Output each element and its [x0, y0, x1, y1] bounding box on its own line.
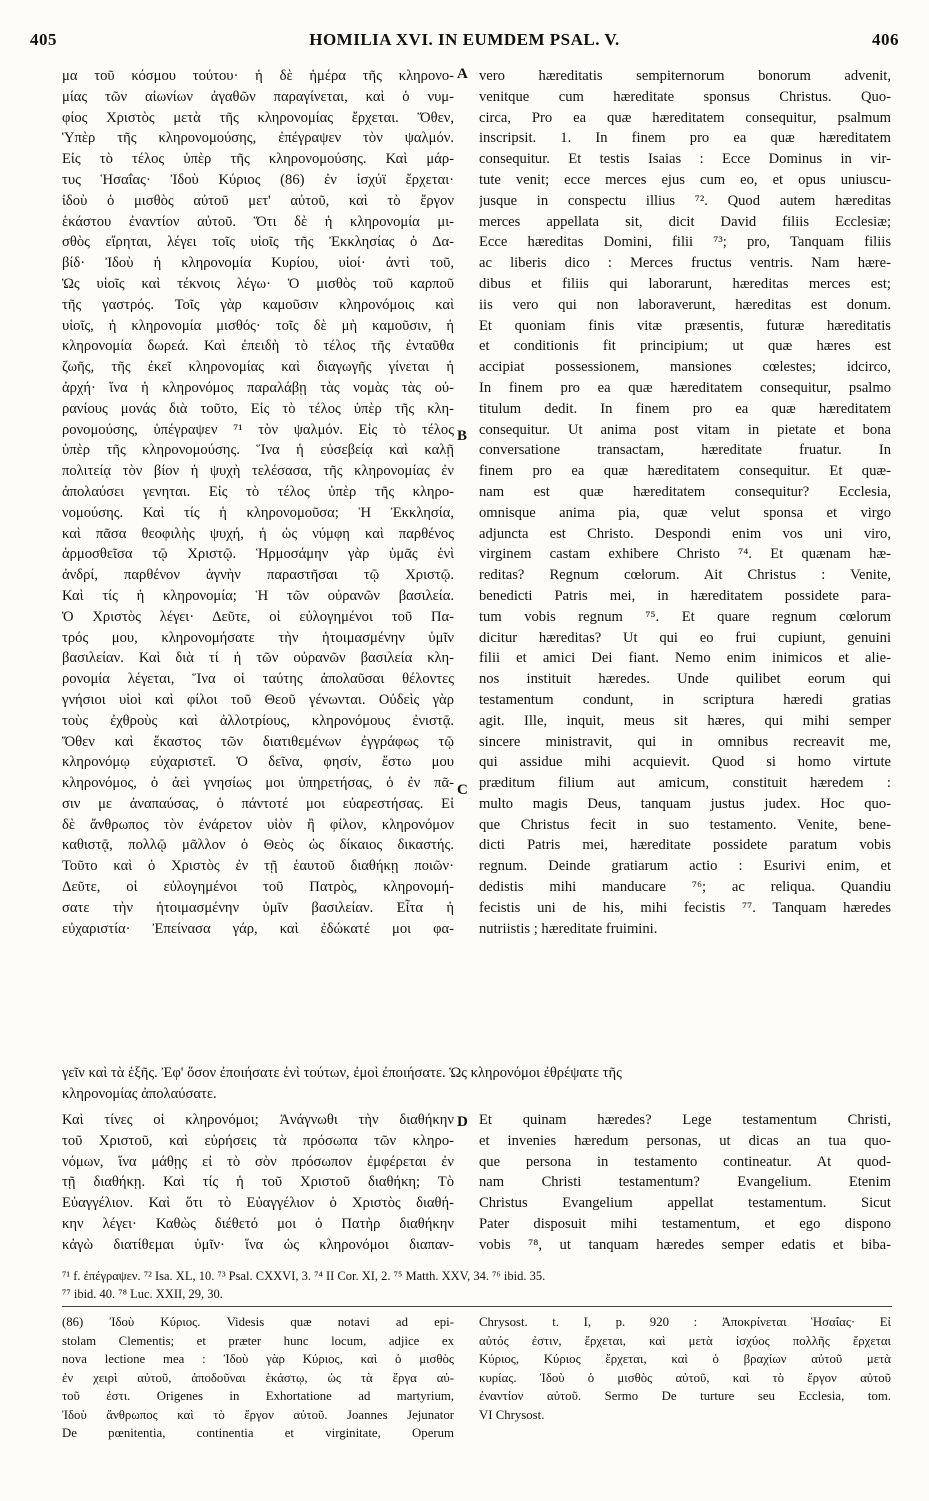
- text-line: τῆς γαστρός. Τοῖς γὰρ καμοῦσιν κληρονόμοις καὶ: [62, 296, 454, 313]
- text-line: ρονομούσης, ὑπέγραψεν ⁷¹ τὸν ψαλμόν. Εἰς τὸ τέλος: [62, 421, 454, 438]
- text-line: jusque in conspectu illius ⁷². Quod autem hæreditas: [479, 192, 891, 209]
- text-line: ⁷¹ f. ἐπέγραψεν. ⁷² Isa. XL, 10. ⁷³ Psal. CXXVI, 3. ⁷⁴ II Cor. XI, 2. ⁷⁵ Matth. XXV, 34. ⁷⁶ ibid. 35.: [62, 1269, 546, 1283]
- text-line: que Christus fecit in suo testamento. Venite, bene-: [479, 816, 891, 833]
- note-right-column: [479, 1313, 891, 1424]
- text-line: fecistis uni de his, mihi fecistis ⁷⁷. Tanquam hæredes: [479, 899, 891, 916]
- text-line: Ecce hæreditas Domini, filii ⁷³; pro, Tanquam filiis: [479, 234, 891, 251]
- text-line: Ὡς υἱοῖς καὶ τέκνοις λέγω· Ὁ μισθὸς τοῦ καρποῦ: [62, 275, 454, 292]
- text-line: τῇ διαθήκῃ. Καὶ τίς ἡ τοῦ Χριστοῦ διαθήκη; Τὸ: [62, 1174, 454, 1191]
- text-line: venitque cum hæreditate sponsus Christus. Quo-: [479, 88, 891, 105]
- text-line: γνήσιοι υἱοὶ καὶ φίλοι τοῦ Θεοῦ γένωνται. Οὐδεὶς γὰρ: [62, 691, 454, 708]
- text-line: κην λέγει· Καθὼς διέθετό μοι ὁ Πατὴρ διαθήκην: [62, 1215, 454, 1232]
- text-line: κληρονόμος, ὁ ἀεὶ γνησίως μοι ὑπηρετήσας, ὁ ἐν πᾶ-: [62, 775, 454, 792]
- text-line: omnisque anima pia, quæ velut sponsa et virgo: [479, 504, 891, 521]
- text-line: conversatione transactam, hæreditate fruatur. In: [479, 442, 891, 459]
- page-number-right: 406: [872, 30, 899, 49]
- greek-column-upper: [62, 66, 454, 939]
- text-line: ἁρμοσθεῖσα τῷ Χριστῷ. Ἡρμοσάμην γὰρ ὑμᾶς ἑνὶ: [62, 546, 454, 563]
- text-line: dicitur hæreditas? Ut qui eo frui cupiunt, genuini: [479, 629, 891, 646]
- text-line: ἀπολαύσει γενηται. Εἰς τὸ τέλος ὑπὲρ τῆς κληρο-: [62, 483, 454, 500]
- text-line: In finem pro ea quæ hæreditatem consequitur, psalmo: [479, 379, 891, 396]
- text-line: ὑπὲρ τῆς κληρονομούσης. Ἵνα ἡ εὐσεβείᾳ καὶ καλῇ: [62, 442, 454, 459]
- text-line: Καὶ τίνες οἱ κληρονόμοι; Ἀνάγνωθι τὴν διαθήκην: [62, 1112, 454, 1128]
- section-marker-b: B: [457, 428, 468, 444]
- text-line: ζωῆς, τῆς ἐκεῖ κληρονομίας καὶ διαγωγῆς γίνεται ἡ: [62, 359, 454, 376]
- text-line: circa, Pro ea quæ hæreditatem consequitur, psalmum: [479, 109, 891, 126]
- text-line: αὐτός ἐστιν, ἔρχεται, καὶ μετὰ ἰσχύος πολλῆς ἔρχεται: [479, 1333, 891, 1348]
- text-line: καθιστᾷ, πολλῷ μᾶλλον ὁ Θεὸς ὡς δίκαιος δικαστής.: [62, 837, 454, 854]
- text-line: titulum dedit. In finem pro ea quæ hæreditatem: [479, 400, 891, 417]
- text-line: Pater disposuit mihi testamentum, et ego dispono: [479, 1215, 891, 1232]
- text-line: virginem castam exhibere Christo ⁷⁴. Et quænam hæ-: [479, 546, 891, 563]
- text-line: καὶ πᾶσα θεοφιλὴς ψυχή, ἡ ὡς νύμφη καὶ παρθένος: [62, 525, 454, 542]
- text-line: ⁷⁷ ibid. 40. ⁷⁸ Luc. XXII, 29, 30.: [62, 1287, 223, 1301]
- text-line: testamentum condunt, in scriptura hæredi gratias: [479, 691, 891, 708]
- text-line: dedistis mihi manducare ⁷⁶; ac reliqua. Quandiu: [479, 879, 891, 896]
- text-line: nutriistis ; hæreditate fruimini.: [479, 920, 658, 937]
- text-line: et conditionis fit principium; ut quæ hæres est: [479, 338, 891, 355]
- greek-column-lower: [62, 1110, 454, 1256]
- text-line: tum vobis regnum ⁷⁵. Et quare regnum cœlorum: [479, 608, 891, 625]
- text-line: βασιλείαν. Καὶ διὰ τί ἡ τῶν οὐρανῶν βασιλεία κλη-: [62, 650, 454, 667]
- text-line: reditas? Regnum cœlorum. Ait Christus : Venite,: [479, 567, 891, 584]
- latin-column-lower: [479, 1110, 891, 1256]
- running-header: [30, 30, 899, 56]
- text-line: benedicti Patris mei, in hæreditatem possidete para-: [479, 587, 891, 604]
- text-line: κληρονομίας ἀπολαύσατε.: [62, 1085, 217, 1102]
- text-line: ἐναντίον αὐτοῦ. Sermo De turture seu Ecclesia, tom.: [479, 1389, 891, 1403]
- text-line: Christus Evangelium appellat testamentum. Sicut: [479, 1195, 891, 1212]
- text-line: nova lectione mea : Ἰδοὺ γὰρ Κύριος, καὶ ὁ μισθὸς: [62, 1352, 454, 1366]
- text-line: νομούσης. Καὶ τίς ἡ κληρονομοῦσα; Ἡ Ἐκκλησία,: [62, 504, 454, 521]
- text-line: VI Chrysost.: [479, 1407, 545, 1422]
- text-line: τρός μου, κληρονομήσατε τὴν ἡτοιμασμένην ὑμῖν: [62, 629, 454, 646]
- footnote-rule: [62, 1306, 892, 1307]
- text-line: υἱοῖς, ἡ κληρονομία μισθός· τοῖς δὲ μὴ καμοῦσιν, ἡ: [62, 317, 454, 334]
- text-line: ρονομία λέγεται, Ἵνα οἱ ταύτης ἀπολαῦσαι θέλοντες: [62, 671, 454, 688]
- text-line: nam est quæ hæreditatem consequitur? Ecclesia,: [479, 483, 891, 500]
- text-line: φίος Χριστὸς μετὰ τῆς κληρονομίας ἔρχεται. Ὅθεν,: [62, 109, 454, 126]
- text-line: σθὸς εἴρηται, λέγει τοῖς υἱοῖς τῆς Ἐκκλησίας ὁ Δα-: [62, 234, 454, 251]
- text-line: Εὐαγγέλιον. Καὶ ὅτι τὸ Εὐαγγέλιον ὁ Χριστὸς διαθή-: [62, 1195, 454, 1212]
- page-number-left: 405: [30, 30, 57, 49]
- text-line: consequitur. Ut anima post vitam in pietate et bona: [479, 421, 891, 438]
- text-line: dibus et filiis qui laborarunt, hæreditas merces est;: [479, 275, 891, 292]
- text-line: Εἰς τὸ τέλος ὑπὲρ τῆς κληρονομούσης. Καὶ μάρ-: [62, 151, 454, 168]
- running-title: HOMILIA XVI. IN EUMDEM PSAL. V.: [309, 30, 620, 49]
- text-line: πολιτείᾳ τὸν βίον ἡ ψυχὴ τελέσασα, τῆς κληρονομίας ἐν: [62, 463, 454, 480]
- latin-column-upper: [479, 66, 891, 939]
- text-line: nam Christi testamentum? Evangelium. Etenim: [479, 1174, 891, 1191]
- text-line: nos instituit hæredes. Unde quilibet eorum qui: [479, 671, 891, 688]
- text-line: τοῦ ἐστι. Origenes in Exhortatione ad martyrium,: [62, 1389, 454, 1403]
- text-line: κληρονομία δωρεά. Καὶ ἐπειδὴ τὸ τέλος τῆς ἐνταῦθα: [62, 338, 454, 355]
- text-line: De pœnitentia, continentia et virginitate, Operum: [62, 1426, 454, 1440]
- text-line: Ὁ Χριστὸς λέγει· Δεῦτε, οἱ εὐλογημένοι τοῦ Πα-: [62, 608, 454, 625]
- text-line: γεῖν καὶ τὰ ἑξῆς. Ἐφ' ὅσον ἐποιήσατε ἑνὶ τούτων, ἐμοὶ ἐποιήσατε. Ὡς κληρονόμοι ἐθρέψατε τῆς: [62, 1065, 622, 1081]
- text-line: ἀρχή· ἵνα ἡ κληρονόμος παραλάβῃ τὰς νομὰς τὰς οὐ-: [62, 379, 454, 396]
- section-marker-a: A: [457, 66, 468, 82]
- text-line: Τοῦτο καὶ ὁ Χριστὸς ἐν τῇ ἑαυτοῦ διαθήκῃ ποιῶν·: [62, 858, 454, 875]
- text-line: τοῦ Χριστοῦ, καὶ εὑρήσεις τὰ πρόσωπα τῶν κληρο-: [62, 1132, 454, 1149]
- text-line: ἀνδρί, παρθένον ἁγνὴν παραστῆσαι τῷ Χριστῷ.: [62, 567, 454, 584]
- text-line: vero hæreditatis sempiternorum bonorum advenit,: [479, 68, 891, 84]
- text-line: qui assidue mihi acquievit. Quod si homo virtute: [479, 754, 891, 771]
- text-line: τοὺς ἐχθροὺς καὶ ἀλλοτρίους, κληρονόμους ἐνιστᾷ.: [62, 712, 454, 729]
- text-line: μα τοῦ κόσμου τούτου· ἡ δὲ ἡμέρα τῆς κληρονο-: [62, 68, 454, 84]
- text-line: tute venit; ecce merces ejus cum eo, et opus uniuscu-: [479, 171, 891, 188]
- text-line: κἀγὼ διατίθεμαι ὑμῖν· ἵνα ὡς κληρονόμοι διαπαν-: [62, 1236, 454, 1253]
- text-line: δὲ ἄνθρωπος τὸν ἐνάρετον υἱὸν ἢ φίλον, κληρονόμον: [62, 816, 454, 833]
- section-marker-c: C: [457, 782, 468, 798]
- text-line: ἰδοὺ ὁ μισθὸς αὐτοῦ μετ' αὐτοῦ, καὶ τὸ ἔργον: [62, 192, 454, 209]
- text-line: Et quinam hæredes? Lege testamentum Christi,: [479, 1112, 891, 1128]
- text-line: finem pro ea quæ hæreditatem consequitur. Et quæ-: [479, 463, 891, 480]
- text-line: stolam Clementis; et præter hunc locum, adjice ex: [62, 1333, 454, 1348]
- text-line: Κύριος, Κύριος ἔρχεται, καὶ ὁ βραχίων αὐτοῦ μετὰ: [479, 1352, 891, 1366]
- text-line: et invenies hæredum personas, ut dicas an tua quo-: [479, 1132, 891, 1149]
- text-line: τυς Ἡσαΐας· Ἰδοὺ Κύριος (86) ἐν ἰσχύϊ ἔρχεται·: [62, 171, 454, 188]
- text-line: νόμων, ἵνα μάθῃς εἰ τὸ σὸν πρόσωπον ἐμφέρεται ἐν: [62, 1153, 454, 1170]
- text-line: inscripsit. 1. In finem pro ea quæ hæreditatem: [479, 130, 891, 147]
- text-line: adjuncta est Christo. Despondi enim vos uni viro,: [479, 525, 891, 542]
- text-line: ἑκάστου ἐναντίον αὐτοῦ. Ὅτι δὲ ἡ κληρονομία μι-: [62, 213, 454, 230]
- text-line: Ὅθεν καὶ ἕκαστος τῶν διατιθεμένων ἐγγράφως τῷ: [62, 733, 454, 750]
- text-line: εὐχαριστία· Ἐπείνασα γάρ, καὶ ἐδώκατέ μοι φα-: [62, 920, 454, 937]
- text-line: ρανίους μονάς διὰ τοῦτο, Εἰς τὸ τέλος ὑπὲρ τῆς κλη-: [62, 400, 454, 417]
- section-marker-d: D: [457, 1114, 468, 1130]
- text-line: Ἰδοὺ ἄνθρωπος καὶ τὸ ἔργον αὐτοῦ. Joannes Jejunator: [62, 1407, 454, 1422]
- text-line: agit. Ille, inquit, meus sit hæres, qui mihi semper: [479, 712, 891, 729]
- text-line: ac liberis dico : Merces fructus ventris. Nam hære-: [479, 255, 891, 272]
- text-line: μίας τῶν αἰωνίων ἀγαθῶν παραγίνεται, καὶ ὁ νυμ-: [62, 88, 454, 105]
- text-line: sincere ministravit, qui in omnibus recreavit me,: [479, 733, 891, 750]
- footnotes: [62, 1267, 892, 1303]
- text-line: βίδ· Ἰδοὺ ἡ κληρονομία Κυρίου, υἱοί· ἀντὶ τοῦ,: [62, 255, 454, 272]
- text-line: ἐν χειρὶ αὐτοῦ, ἀποδοῦναι ἑκάστῳ, ὡς τὰ ἔργα αὐ-: [62, 1370, 454, 1385]
- text-line: consequitur. Et testis Isaias : Ecce Dominus in vir-: [479, 151, 891, 168]
- text-line: dicti Patris mei, hæreditate possidete paratum vobis: [479, 837, 891, 854]
- text-line: filii et amici Dei fiant. Nemo enim inimicos et alie-: [479, 650, 891, 667]
- text-line: Δεῦτε, οἱ εὐλογημένοι τοῦ Πατρὸς, κληρονομή-: [62, 879, 454, 896]
- text-line: Chrysost. t. I, p. 920 : Ἀποκρίνεται Ἡσαΐας· Εἰ: [479, 1315, 891, 1329]
- note-left-column: [62, 1313, 454, 1443]
- text-line: accipiat possessionem, mansiones cœlestes; idcirco,: [479, 359, 891, 376]
- text-line: Et quoniam finis vitæ præsentis, futuræ hæreditatis: [479, 317, 891, 334]
- text-line: regnum. Deinde gratiarum actio : Esurivi enim, et: [479, 858, 891, 875]
- text-line: (86) Ἰδοὺ Κύριος. Videsis quæ notavi ad epi-: [62, 1315, 454, 1329]
- full-width-lines: [62, 1063, 892, 1105]
- text-line: multo magis Deus, tanquam justus judex. Hoc quo-: [479, 795, 891, 812]
- text-line: σιν με ἀναπαύσας, ὁ πάντοτέ μοι εὐαρεστήσας. Εἰ: [62, 795, 454, 812]
- text-line: que persona in testamento contineatur. At quod-: [479, 1153, 891, 1170]
- text-line: vobis ⁷⁸, ut tanquam hæredes semper edatis et biba-: [479, 1236, 891, 1253]
- text-line: κυρίας. Ἰδοὺ ὁ μισθὸς αὐτοῦ, καὶ τὸ ἔργον αὐτοῦ: [479, 1370, 891, 1385]
- text-line: Καὶ τίς ἡ κληρονομία; Ἡ τῶν οὐρανῶν βασιλεία.: [62, 587, 454, 604]
- text-line: σατε τὴν ἡτοιμασμένην ὑμῖν βασιλείαν. Εἶτα ἡ: [62, 899, 454, 916]
- text-line: Ὑπὲρ τῆς κληρονομούσης, ἐπέγραψεν τὸν ψαλμόν.: [62, 130, 454, 147]
- text-line: κληρονόμῳ εὐχαριστεῖ. Ὁ δεῖνα, φησίν, ἔστω μου: [62, 754, 454, 771]
- text-line: iis vero qui non laboraverunt, hæreditas est donum.: [479, 296, 891, 313]
- text-line: merces appellata sit, dicit David filiis Ecclesiæ;: [479, 213, 891, 230]
- text-line: præditum filium aut amicum, constituit hæredem :: [479, 775, 891, 792]
